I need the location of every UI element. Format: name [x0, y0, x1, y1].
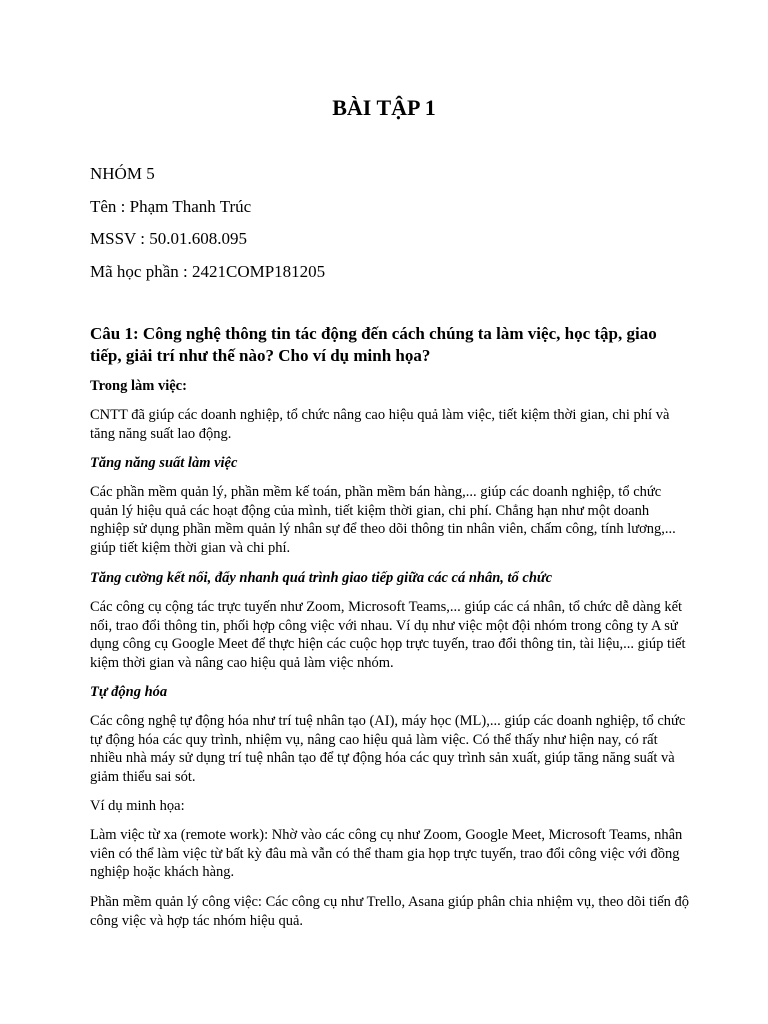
automation-paragraph: Các công nghệ tự động hóa như trí tuệ nhân tạo (AI), máy học (ML),... giúp các doanh nghiệp, tổ chức tự động hóa các quy trình, nhiệm vụ, nâng cao hiệu quả làm việc. Có thể thấy như hiện nay, có rất nhiều nhà máy sử dụng trí tuệ nhân tạo để tự động hóa các quy trình sản xuất, giúp tăng năng suất và giảm thiểu sai sót.	[90, 713, 686, 785]
section-work-heading: Trong làm việc:	[90, 378, 187, 394]
question-1: Câu 1: Công nghệ thông tin tác động đến cách chúng ta làm việc, học tập, giao tiếp, giải trí như thế nào? Cho ví dụ minh họa?	[90, 324, 657, 365]
connection-heading: Tăng cường kết nối, đẩy nhanh quá trình giao tiếp giữa các cá nhân, tổ chức	[90, 570, 553, 586]
group-line: NHÓM 5	[90, 164, 155, 183]
section-work-intro: CNTT đã giúp các doanh nghiệp, tổ chức nâng cao hiệu quả làm việc, tiết kiệm thời gian, chi phí và tăng năng suất lao động.	[90, 407, 670, 442]
example-label: Ví dụ minh họa:	[90, 798, 185, 814]
example-task-management: Phần mềm quản lý công việc: Các công cụ như Trello, Asana giúp phân chia nhiệm vụ, theo dõi tiến độ công việc và hợp tác nhóm hiệu quả.	[90, 894, 690, 929]
name-line: Tên : Phạm Thanh Trúc	[90, 197, 252, 216]
document-title: BÀI TẬP 1	[332, 95, 436, 120]
connection-paragraph: Các công cụ cộng tác trực tuyến như Zoom, Microsoft Teams,... giúp các cá nhân, tổ chức dễ dàng kết nối, trao đổi thông tin, phối hợp công việc với nhau. Ví dụ như việc một đội nhóm trong công ty A sử dụng công cụ Google Meet để thực hiện các cuộc họp trực tuyến, trao đổi thông tin, tài liệu,... giúp tiết kiệm thời gian và nâng cao hiệu quả làm việc nhóm.	[90, 599, 686, 671]
productivity-paragraph: Các phần mềm quản lý, phần mềm kế toán, phần mềm bán hàng,... giúp các doanh nghiệp, tổ chức quản lý hiệu quả các hoạt động của mình, tiết kiệm thời gian, chi phí. Chẳng hạn như một doanh nghiệp sử dụng phần mềm quản lý nhân sự để theo dõi thông tin nhân viên, chấm công, tính lương,... giúp tiết kiệm thời gian và chi phí.	[90, 484, 676, 556]
automation-heading: Tự động hóa	[90, 684, 168, 700]
example-remote-work: Làm việc từ xa (remote work): Nhờ vào các công cụ như Zoom, Google Meet, Microsoft Teams, nhân viên có thể làm việc từ bất kỳ đâu mà vẫn có thể tham gia họp trực tuyến, trao đổi công việc với đồng nghiệp hoặc khách hàng.	[90, 827, 683, 880]
student-id-line: MSSV : 50.01.608.095	[90, 229, 247, 248]
course-code-line: Mã học phần : 2421COMP181205	[90, 262, 326, 281]
productivity-heading: Tăng năng suất làm việc	[90, 455, 238, 471]
